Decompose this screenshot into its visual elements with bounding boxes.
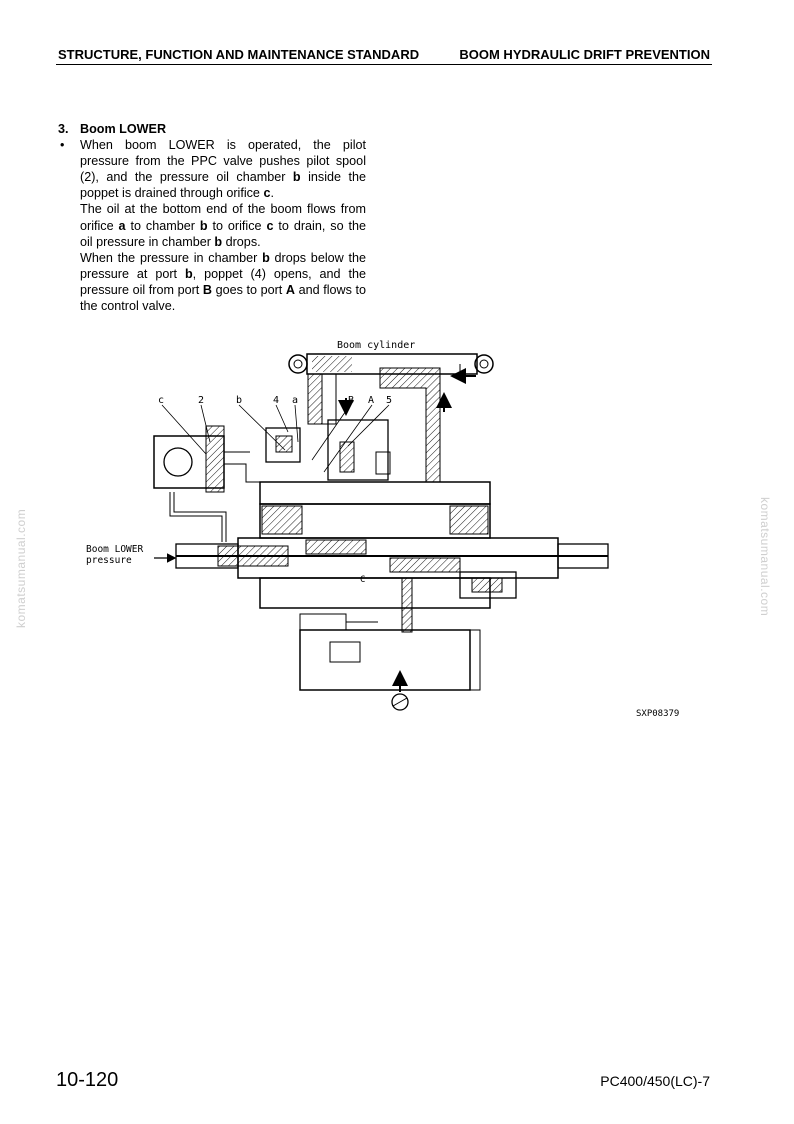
header-topic-title: BOOM HYDRAULIC DRIFT PREVENTION <box>459 47 710 62</box>
callout-A: A <box>368 395 375 406</box>
inner-label-c: C <box>360 575 366 585</box>
callout-4: 4 <box>273 395 280 406</box>
section-heading <box>58 121 366 137</box>
pressure-label-line-1: Boom LOWER <box>86 544 144 555</box>
paragraph-1: When boom LOWER is operated, the pilot pressure from the PPC valve pushes pilot spool (2), and the pressure oil chamber b inside the poppet is drained through orifice c. <box>80 138 366 201</box>
boom-lower-section <box>58 121 366 314</box>
bullet-marker: • <box>60 138 65 153</box>
watermark-left: komatsumanual.com <box>14 508 28 628</box>
paragraph-2: The oil at the bottom end of the boom flows from orifice a to chamber b to orifice c to drain, so the oil pressure in chamber b drops. <box>80 202 367 249</box>
header-rule <box>56 64 712 65</box>
callout-c: c <box>158 395 165 406</box>
callout-5: 5 <box>386 395 393 406</box>
model-number: PC400/450(LC)-7 <box>600 1073 710 1089</box>
callout-a: a <box>292 395 299 406</box>
page-number: 10-120 <box>56 1069 119 1091</box>
valve-cross-section-diagram <box>80 332 700 732</box>
bullet-item <box>58 137 366 314</box>
section-number: 3. <box>58 122 69 136</box>
cylinder-hoses <box>308 364 476 482</box>
pressure-label-line-2: pressure <box>86 555 132 566</box>
callout-B: B <box>348 395 355 406</box>
callout-labels <box>158 395 392 472</box>
section-title: Boom LOWER <box>80 122 167 136</box>
boom-cylinder-label: Boom cylinder <box>337 340 416 351</box>
watermark-right: komatsumanual.com <box>758 497 772 617</box>
callout-2: 2 <box>198 395 205 406</box>
valve-base <box>300 578 480 710</box>
header-section-title: STRUCTURE, FUNCTION AND MAINTENANCE STANDARD <box>58 47 420 62</box>
boom-lower-pressure-label <box>86 544 174 566</box>
figure-code: SXP08379 <box>636 709 680 719</box>
pilot-valve-block <box>154 420 390 492</box>
paragraph-3: When the pressure in chamber b drops below the pressure at port b, poppet (4) opens, and the pressure oil from port B goes to port A and flows to the control valve. <box>80 250 366 314</box>
main-valve-body <box>176 482 608 630</box>
callout-b: b <box>236 395 243 406</box>
